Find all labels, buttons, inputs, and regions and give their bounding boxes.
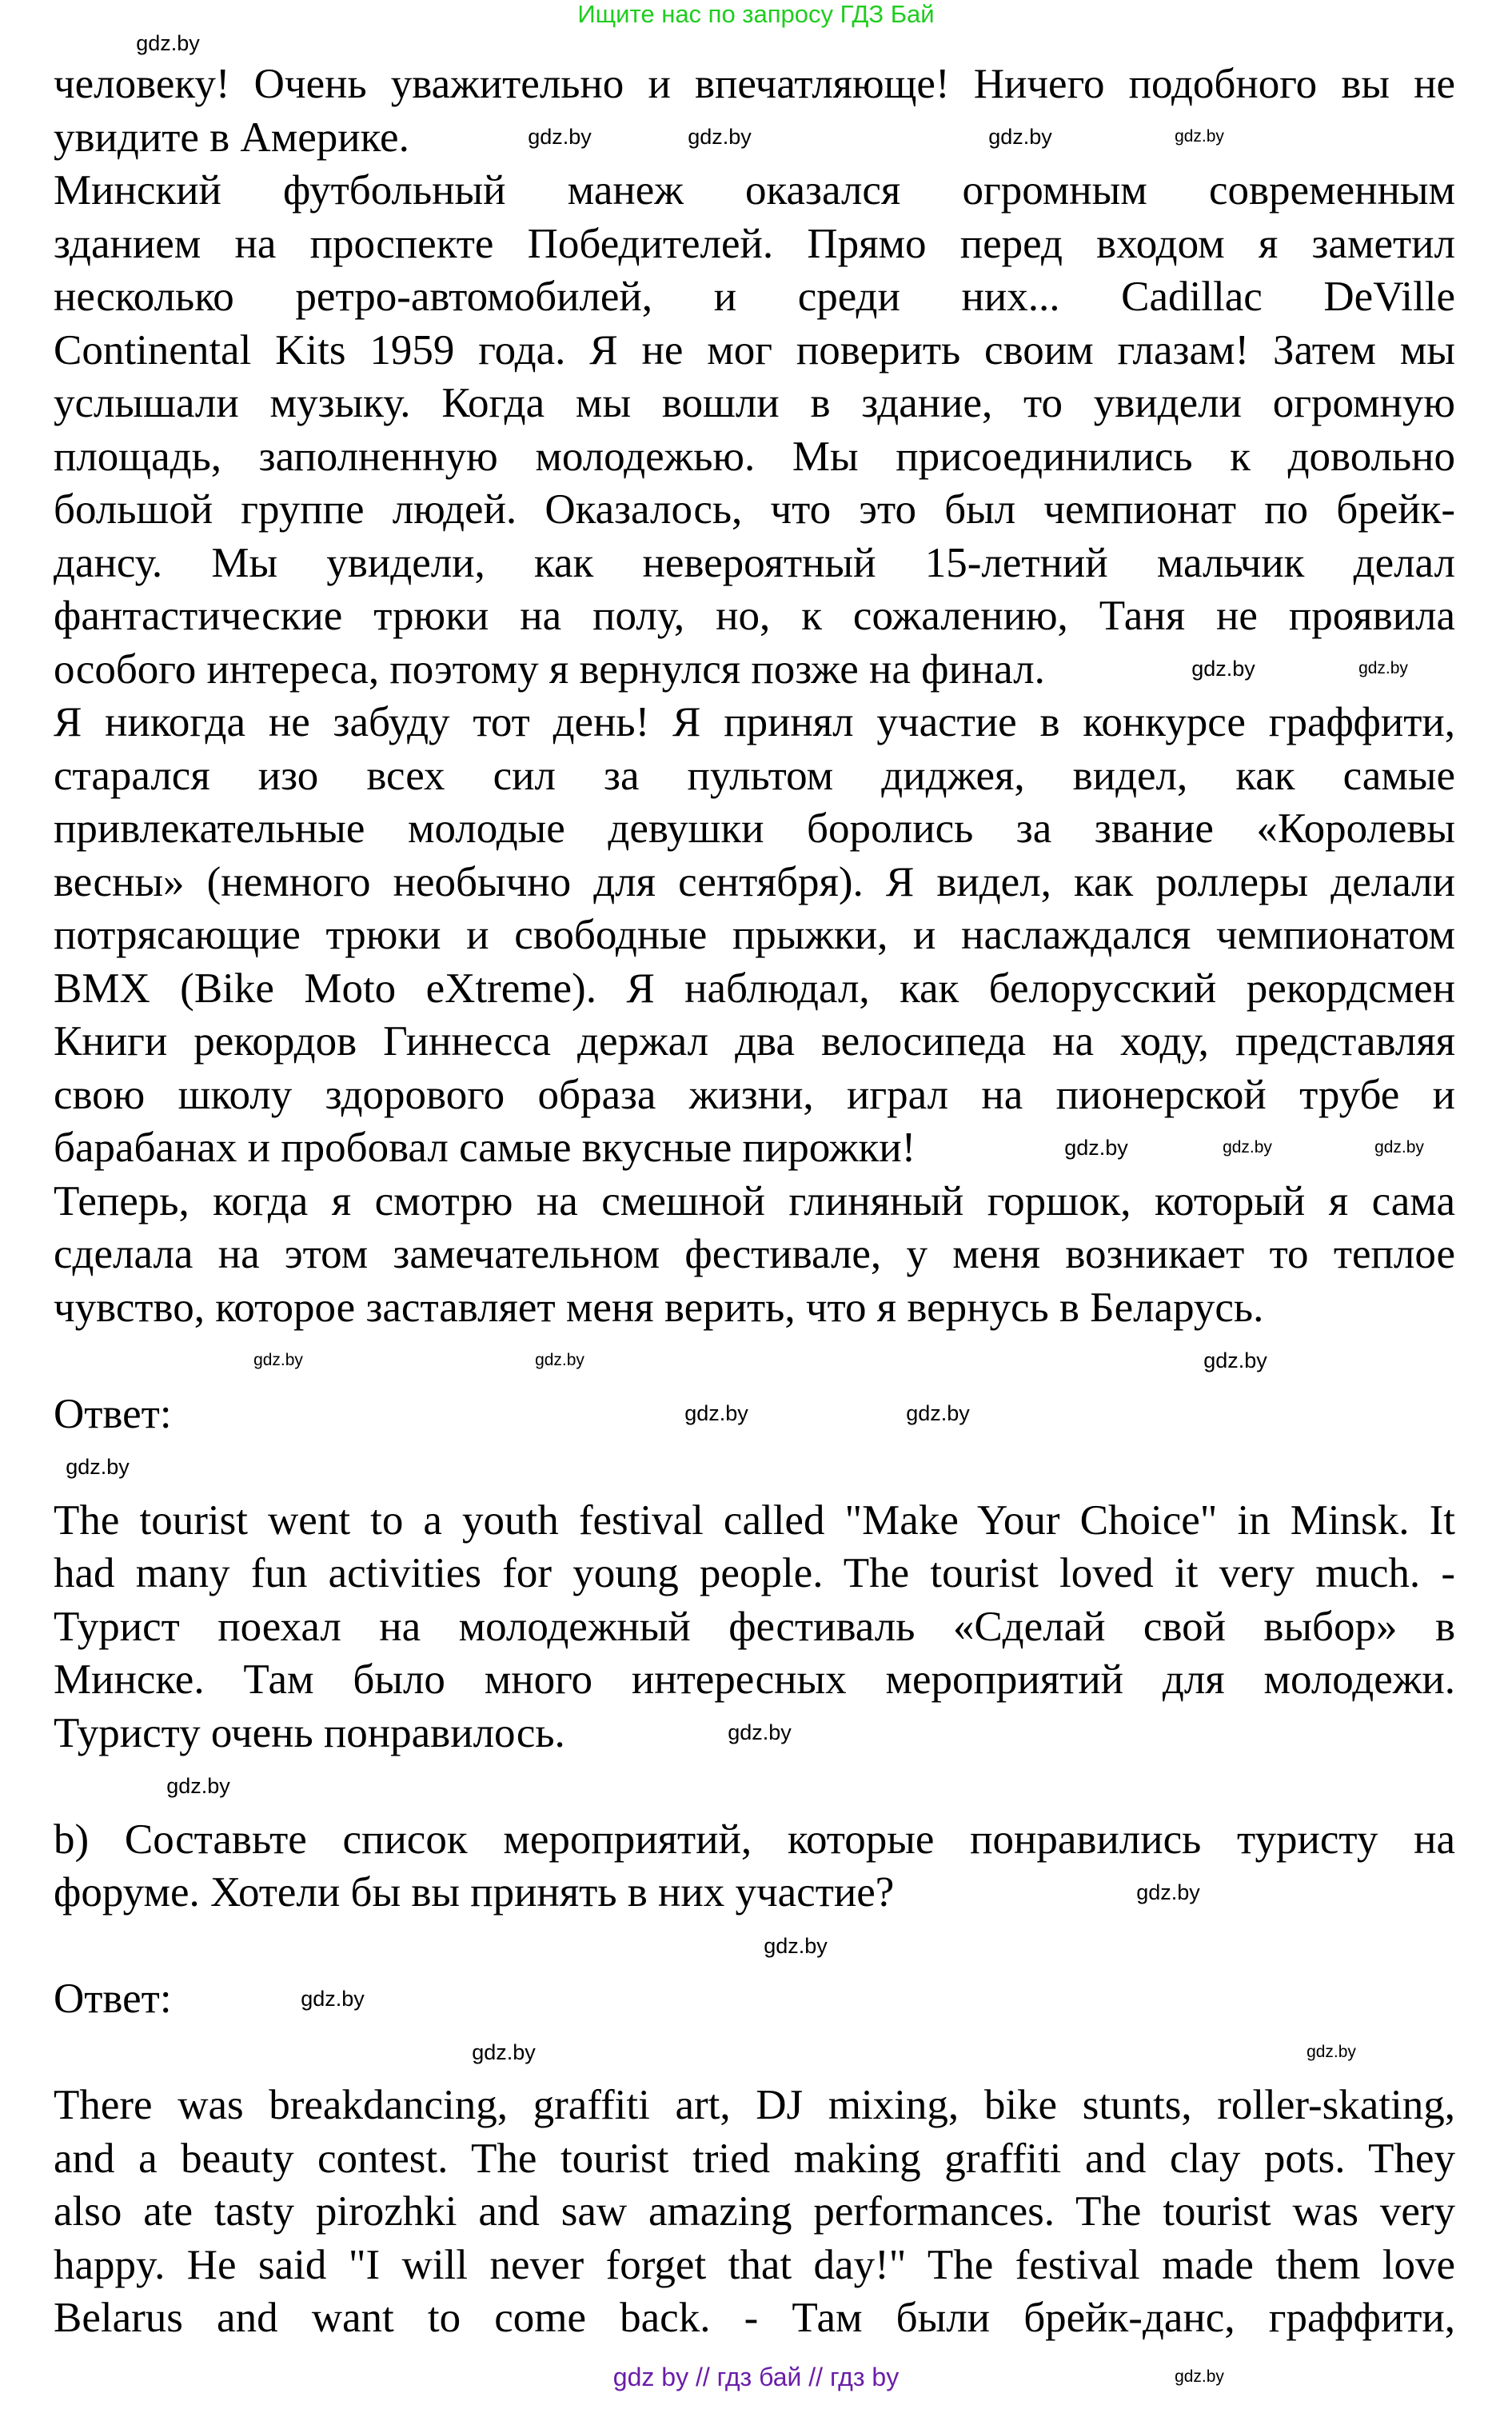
text-line: дансу. Мы увидели, как невероятный 15-летний мальчик делал xyxy=(54,539,1455,586)
text-line: увидите в Америке. xyxy=(54,114,409,161)
watermark: gdz.by xyxy=(472,2040,536,2064)
text-line: Туристу очень понравилось. xyxy=(54,1709,565,1756)
text-line: зданием на проспекте Победителей. Прямо перед входом я заметил xyxy=(54,220,1455,267)
watermark: gdz.by xyxy=(166,1774,230,1798)
text-line: услышали музыку. Когда мы вошли в здание, то увидели огромную xyxy=(54,380,1455,426)
watermark: gdz.by xyxy=(1191,657,1255,681)
watermark: gdz.by xyxy=(1175,2367,1224,2386)
watermark: gdz.by xyxy=(535,1351,584,1369)
text-line: Турист поехал на молодежный фестиваль «Сделай свой выбор» в xyxy=(54,1603,1455,1650)
text-line: BMX (Bike Moto eXtreme). Я наблюдал, как белорусский рекордсмен xyxy=(54,965,1455,1012)
answer-label: Ответ: xyxy=(54,1976,172,2022)
watermark: gdz.by xyxy=(253,1351,303,1369)
text-line: привлекательные молодые девушки боролись за звание «Королевы xyxy=(54,805,1455,852)
text-line: свою школу здорового образа жизни, играл на пионерской трубе и xyxy=(54,1071,1455,1118)
promo-header[interactable]: Ищите нас по запросу ГДЗ Бай xyxy=(577,0,935,28)
watermark: gdz.by xyxy=(1203,1348,1267,1372)
footer-links[interactable]: gdz by // гдз бай // гдз by xyxy=(612,2363,900,2391)
watermark: gdz.by xyxy=(1374,1138,1424,1157)
watermark: gdz.by xyxy=(764,1934,828,1958)
text-line: весны» (немного необычно для сентября). Я видел, как роллеры делали xyxy=(54,858,1455,905)
watermark: gdz.by xyxy=(66,1455,130,1479)
text-line: особого интереса, поэтому я вернулся позже на финал. xyxy=(54,645,1045,693)
text-line: форуме. Хотели бы вы принять в них участие? xyxy=(54,1869,895,1916)
watermark: gdz.by xyxy=(1223,1138,1272,1157)
text-line: фантастические трюки на полу, но, к сожалению, Таня не проявила xyxy=(54,593,1455,639)
text-line: человеку! Очень уважительно и впечатляюще! Ничего подобного вы не xyxy=(54,61,1455,107)
text-line: b) Составьте список мероприятий, которые понравились туристу на xyxy=(54,1816,1455,1863)
watermark: gdz.by xyxy=(301,1987,365,2011)
text-line: and a beauty contest. The tourist tried making graffiti and clay pots. They xyxy=(54,2135,1455,2182)
text-line: большой группе людей. Оказалось, что это был чемпионат по брейк- xyxy=(54,486,1455,533)
watermark: gdz.by xyxy=(688,125,752,149)
watermark: gdz.by xyxy=(528,125,592,149)
text-line: потрясающие трюки и свободные прыжки, и наслаждался чемпионатом xyxy=(54,912,1455,958)
text-line: Belarus and want to come back. - Там были брейк-данс, граффити, xyxy=(54,2295,1455,2341)
watermark: gdz.by xyxy=(684,1401,748,1425)
text-line: also ate tasty pirozhki and saw amazing performances. The tourist was very xyxy=(54,2188,1455,2235)
text-line: The tourist went to a youth festival called "Make Your Choice" in Minsk. It xyxy=(54,1496,1455,1544)
text-line: Книги рекордов Гиннесса держал два велосипеда на ходу, представляя xyxy=(54,1018,1455,1065)
watermark: gdz.by xyxy=(728,1720,792,1744)
watermark: gdz.by xyxy=(1358,659,1408,677)
text-line: сделала на этом замечательном фестивале, у меня возникает то теплое xyxy=(54,1231,1455,1277)
text-line: Теперь, когда я смотрю на смешной глиняный горшок, который я сама xyxy=(54,1177,1455,1224)
text-line: had many fun activities for young people. The tourist loved it very much. - xyxy=(54,1550,1455,1596)
watermark: gdz.by xyxy=(1136,1880,1200,1904)
text-line: Я никогда не забуду тот день! Я принял участие в конкурсе граффити, xyxy=(54,699,1455,745)
watermark: gdz.by xyxy=(1175,127,1224,146)
watermark: gdz.by xyxy=(1307,2043,1356,2061)
text-line: несколько ретро-автомобилей, и среди них... Cadillac DeVille xyxy=(54,274,1455,320)
text-line: Минский футбольный манеж оказался огромным современным xyxy=(54,167,1455,214)
answer-label: Ответ: xyxy=(54,1390,172,1437)
watermark: gdz.by xyxy=(136,31,200,55)
text-line: площадь, заполненную молодежью. Мы присоединились к довольно xyxy=(54,433,1455,480)
text-line: чувство, которое заставляет меня верить, что я вернусь в Беларусь. xyxy=(54,1284,1264,1331)
watermark: gdz.by xyxy=(988,125,1052,149)
text-line: There was breakdancing, graffiti art, DJ mixing, bike stunts, roller-skating, xyxy=(54,2082,1455,2128)
text-line: барабанах и пробовал самые вкусные пирожки! xyxy=(54,1125,916,1171)
watermark: gdz.by xyxy=(906,1401,970,1425)
text-line: Минске. Там было много интересных мероприятий для молодежи. xyxy=(54,1656,1455,1703)
text-line: старался изо всех сил за пультом диджея, видел, как самые xyxy=(54,752,1455,799)
text-line: Continental Kits 1959 года. Я не мог поверить своим глазам! Затем мы xyxy=(54,326,1455,374)
watermark: gdz.by xyxy=(1064,1136,1128,1160)
text-line: happy. He said "I will never forget that day!" The festival made them love xyxy=(54,2241,1455,2288)
